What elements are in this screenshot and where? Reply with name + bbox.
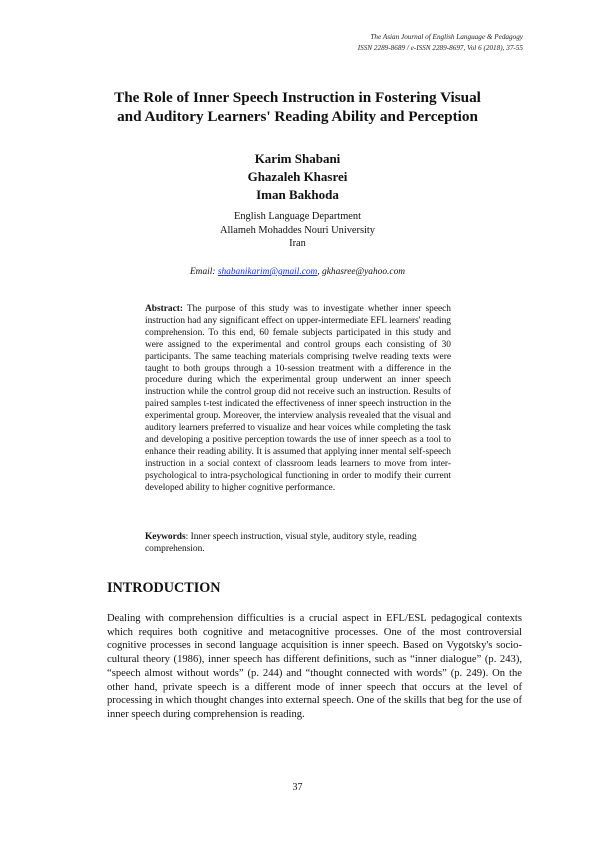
email-separator: , xyxy=(317,267,323,277)
affiliation-university: Allameh Mohaddes Nouri University xyxy=(220,224,375,236)
page-number: 37 xyxy=(292,782,303,793)
author-list xyxy=(0,150,595,204)
journal-issn: ISSN 2289-8689 / e-ISSN 2289-8697, Vol 6 (2018), 37-55 xyxy=(357,43,523,52)
paper-title-line-2: and Auditory Learners' Reading Ability and Perception xyxy=(117,108,478,125)
author-name: Karim Shabani xyxy=(254,151,341,166)
keywords xyxy=(145,532,451,556)
email-label: Email: xyxy=(189,267,218,277)
author-name: Ghazaleh Khasrei xyxy=(247,169,348,184)
email-line xyxy=(0,266,595,278)
journal-name: The Asian Journal of English Language & Pedagogy xyxy=(370,33,523,41)
affiliation xyxy=(0,210,595,251)
abstract xyxy=(145,304,451,495)
email-link[interactable]: shabanikarim@gmail.com xyxy=(217,267,318,277)
introduction-paragraph: Dealing with comprehension difficulties is a crucial aspect in EFL/ESL pedagogical contexts which requires both cognitive and metacognitive processes. One of the most controversial cognitive processes in second language acquisition is inner speech. Based on Vygotsky's socio-cultural theory (1986), inner speech has different definitions, such as “inner dialogue” (p. 243), “speech almost without words” (p. 244) and “thought connected with words” (p. 249). On the other hand, private speech is a different mode of inner speech that occurs at the level of processing in which thought changes into external speech. One of the skills that beg for the use of inner speech during comprehension is reading. xyxy=(107,613,522,720)
abstract-label: Abstract: xyxy=(145,304,184,314)
journal-header xyxy=(358,32,523,53)
affiliation-country: Iran xyxy=(289,238,306,249)
email-secondary: gkhasree@yahoo.com xyxy=(322,267,406,277)
affiliation-department: English Language Department xyxy=(234,211,361,222)
abstract-text: The purpose of this study was to investigate whether inner speech instruction had any significant effect on upper-intermediate EFL learners' reading comprehension. To this end, 60 female subjects participated in this study and were assigned to the experimental and control groups each consisting of 30 participants. The same teaching materials comprising twelve reading texts were taught to both groups through a 10-session treatment with a difference in the procedure during which the experimental group underwent an inner speech instruction while the control group did not receive such an instruction. Results of paired samples t-test indicated the effectiveness of inner speech instruction in the experimental group. Moreover, the interview analysis revealed that the visual and auditory learners preferred to visualize and hear voices while completing the task and developing a positive perception towards the use of inner speech as a tool to enhance their reading ability. It is assumed that applying inner mental self-speech instruction in a social context of classroom leads learners to move from inter-psychological to intra-psychological functioning in order to modify their current developed ability to higher cognitive performance. xyxy=(145,304,451,493)
keywords-label: Keywords xyxy=(145,532,186,542)
author-name: Iman Bakhoda xyxy=(256,187,339,202)
section-heading-introduction: INTRODUCTION xyxy=(107,580,221,596)
paper-title-line-1: The Role of Inner Speech Instruction in Fostering Visual xyxy=(114,89,481,106)
keywords-text: : Inner speech instruction, visual style, auditory style, reading comprehension. xyxy=(145,532,417,554)
paper-title xyxy=(60,88,535,126)
